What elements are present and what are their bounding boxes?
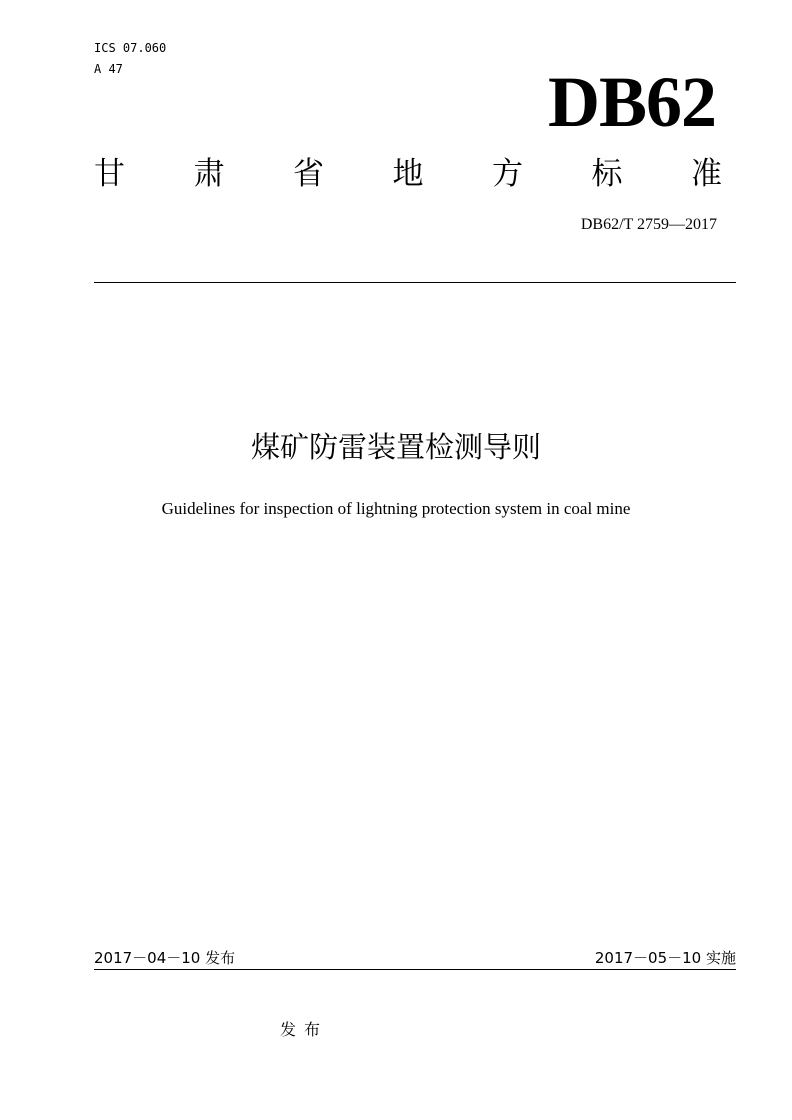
footer-divider (94, 969, 736, 970)
standard-type-char: 甘 (94, 156, 125, 192)
issue-date: 2017－04－10 发布 (94, 949, 236, 967)
document-title-zh: 煤矿防雷装置检测导则 (250, 430, 541, 464)
ics-code: ICS 07.060 (94, 41, 167, 55)
ccs-code: A 47 (94, 62, 123, 76)
db-logo: DB62 (547, 62, 716, 142)
standard-type-char: 省 (293, 156, 324, 192)
standard-type-char: 肃 (193, 156, 225, 192)
header-divider (94, 282, 736, 283)
standard-type-char: 准 (691, 156, 722, 192)
standard-type-char: 方 (492, 156, 523, 192)
standard-number: DB62/T 2759—2017 (580, 216, 717, 233)
standard-type-char: 地 (392, 156, 424, 192)
standard-type (94, 150, 722, 198)
standard-type-char: 标 (591, 156, 623, 192)
issuer: 发布 (280, 1020, 329, 1039)
document-title-en: Guidelines for inspection of lightning protection system in coal mine (161, 499, 631, 518)
implementation-date: 2017－05－10 实施 (594, 949, 736, 967)
